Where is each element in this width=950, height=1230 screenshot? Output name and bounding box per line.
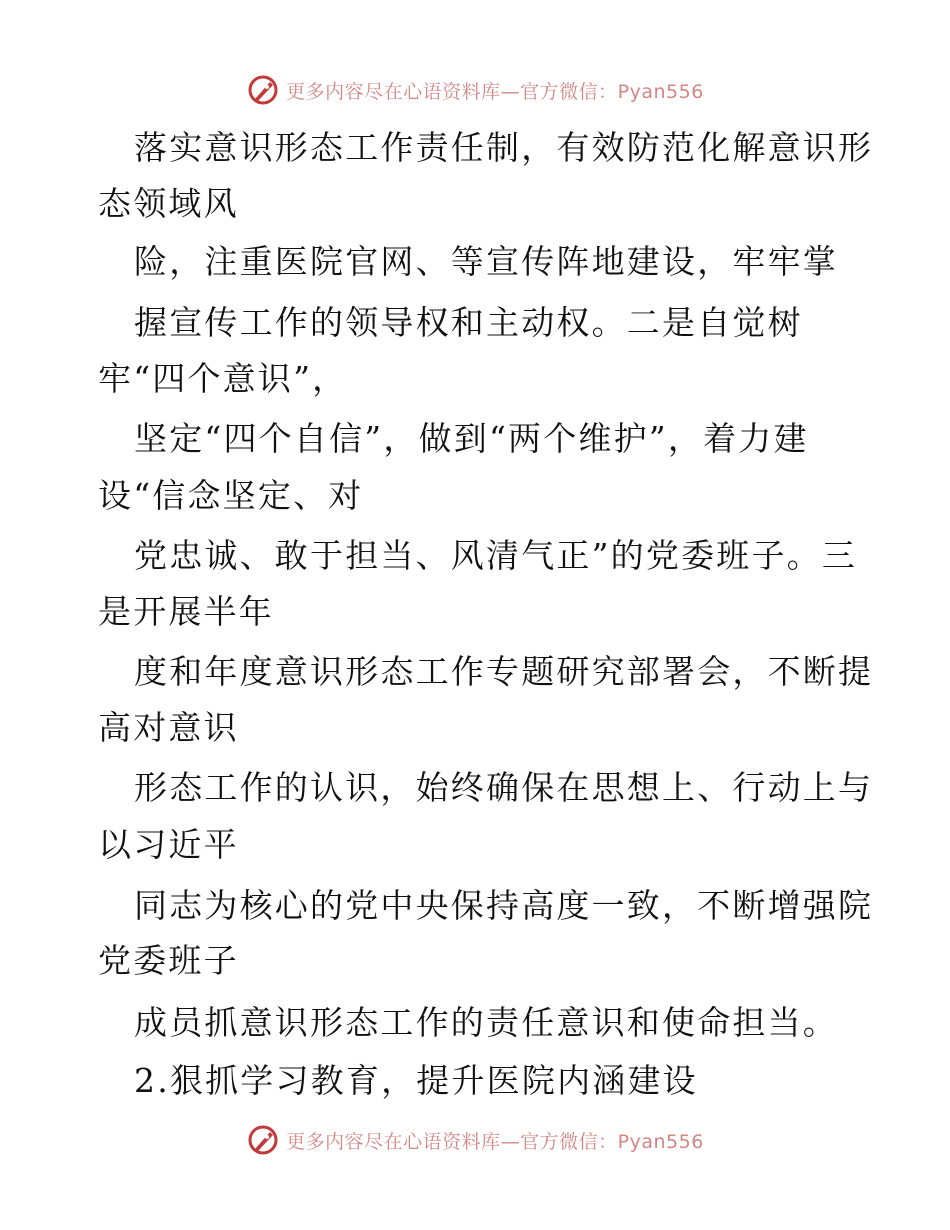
text-line: 同志为核心的党中央保持高度一致，不断增强院 — [134, 886, 874, 925]
section-heading: 2.狠抓学习教育，提升医院内涵建设 — [134, 1061, 698, 1100]
text-line: 形态工作的认识，始终确保在思想上、行动上与 — [134, 768, 874, 807]
text-line: 牢“四个意识”， — [98, 359, 348, 398]
text-line: 设“信念坚定、对 — [98, 476, 364, 515]
text-line: 落实意识形态工作责任制，有效防范化解意识形 — [134, 128, 874, 167]
watermark-text: 更多内容尽在心语资料库—官方微信：Pyan556 — [286, 1130, 704, 1153]
text-line: 是开展半年 — [98, 592, 274, 631]
footer-watermark — [0, 1122, 950, 1158]
text-line: 态领域风 — [98, 184, 239, 223]
text-line: 握宣传工作的领导权和主动权。二是自觉树 — [134, 303, 803, 342]
watermark-text: 更多内容尽在心语资料库—官方微信：Pyan556 — [286, 80, 704, 103]
text-line: 以习近平 — [98, 825, 239, 864]
quill-logo-icon — [246, 1123, 280, 1157]
text-line: 度和年度意识形态工作专题研究部署会，不断提 — [134, 652, 874, 691]
text-line: 党委班子 — [98, 941, 239, 980]
text-line: 成员抓意识形态工作的责任意识和使命担当。 — [134, 1003, 838, 1042]
text-line: 险，注重医院官网、等宣传阵地建设，牢牢掌 — [134, 242, 838, 281]
text-line: 党忠诚、敢于担当、风清气正”的党委班子。三 — [134, 536, 858, 575]
text-line: 高对意识 — [98, 708, 239, 747]
text-line: 坚定“四个自信”，做到“两个维护”，着力建 — [134, 419, 809, 458]
